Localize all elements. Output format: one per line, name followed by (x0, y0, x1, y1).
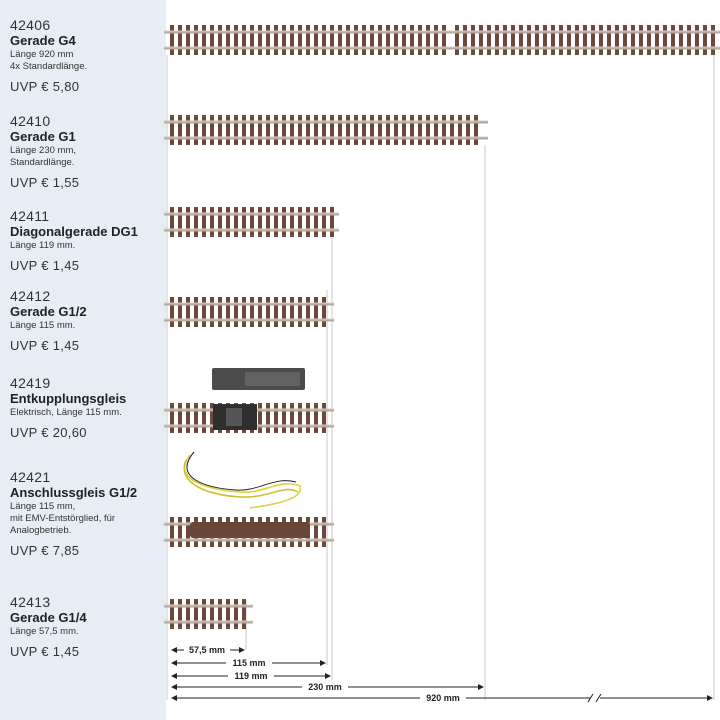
sleeper (314, 297, 318, 327)
sleeper (170, 599, 174, 629)
sleeper (394, 115, 398, 145)
track-42413 (164, 599, 253, 629)
sleeper (623, 25, 627, 55)
sleeper (402, 115, 406, 145)
sleeper (314, 25, 318, 55)
sleeper (218, 207, 222, 237)
sleeper (218, 297, 222, 327)
sleeper (250, 297, 254, 327)
sleeper (330, 115, 334, 145)
sleeper (298, 297, 302, 327)
sleeper (266, 115, 270, 145)
product-price: UVP € 20,60 (10, 425, 87, 440)
sleeper (266, 403, 270, 433)
track-42411 (164, 207, 339, 237)
sleeper (314, 517, 318, 547)
sleeper (442, 25, 446, 55)
sleeper (306, 25, 310, 55)
sleeper (242, 207, 246, 237)
sleeper (178, 599, 182, 629)
sleeper (194, 207, 198, 237)
sleeper (330, 25, 334, 55)
sleeper (186, 115, 190, 145)
sleeper (322, 207, 326, 237)
article-number: 42421 (10, 469, 51, 485)
product-name: Gerade G1/4 (10, 610, 87, 625)
sleeper (631, 25, 635, 55)
sleeper (250, 207, 254, 237)
sleeper (543, 25, 547, 55)
sleeper (290, 115, 294, 145)
sleeper (242, 599, 246, 629)
track-42406-b (449, 25, 720, 55)
sleeper (210, 599, 214, 629)
sleeper (178, 115, 182, 145)
sleeper (607, 25, 611, 55)
sleeper (282, 25, 286, 55)
sleeper (519, 25, 523, 55)
sleeper (202, 207, 206, 237)
article-number: 42406 (10, 17, 51, 33)
sleeper (250, 25, 254, 55)
sleeper (186, 207, 190, 237)
sleeper (226, 115, 230, 145)
product-price: UVP € 1,45 (10, 258, 80, 273)
article-number: 42413 (10, 594, 51, 610)
sleeper (210, 207, 214, 237)
product-name: Diagonalgerade DG1 (10, 224, 138, 239)
dim-label-57-5: 57,5 mm (188, 645, 226, 655)
sleeper (210, 115, 214, 145)
sleeper (274, 25, 278, 55)
sleeper (186, 403, 190, 433)
description-line: mit EMV-Entstörglied, für (10, 513, 116, 524)
sleeper (378, 115, 382, 145)
sleeper (370, 25, 374, 55)
sleeper (298, 403, 302, 433)
sleeper (330, 207, 334, 237)
sleeper (306, 297, 310, 327)
sleeper (463, 25, 467, 55)
sleeper (615, 25, 619, 55)
sleeper (194, 403, 198, 433)
sleeper (314, 115, 318, 145)
sleeper (178, 517, 182, 547)
product-price: UVP € 5,80 (10, 79, 80, 94)
sleeper (266, 207, 270, 237)
sleeper (250, 115, 254, 145)
product-price: UVP € 1,55 (10, 175, 80, 190)
sleeper (282, 207, 286, 237)
article-number: 42410 (10, 113, 51, 129)
sleeper (194, 599, 198, 629)
description-line: Länge 920 mm (10, 49, 74, 60)
sleeper (535, 25, 539, 55)
description-line: Länge 115 mm, (10, 501, 76, 512)
sleeper (186, 599, 190, 629)
sleeper (695, 25, 699, 55)
sleeper (234, 599, 238, 629)
description-line: Analogbetrieb. (10, 525, 72, 536)
connection-wires (184, 452, 300, 508)
sleeper (258, 115, 262, 145)
dim-label-920: 920 mm (426, 693, 460, 703)
sleeper (471, 25, 475, 55)
sleeper (434, 25, 438, 55)
sleeper (639, 25, 643, 55)
product-name: Gerade G1/2 (10, 304, 87, 319)
sleeper (306, 403, 310, 433)
sleeper (410, 115, 414, 145)
sleeper (599, 25, 603, 55)
product-name: Gerade G1 (10, 129, 76, 144)
sleeper (194, 25, 198, 55)
sleeper (194, 297, 198, 327)
sleeper (170, 297, 174, 327)
sleeper (575, 25, 579, 55)
sleeper (322, 297, 326, 327)
sleeper (242, 297, 246, 327)
description-line: Länge 119 mm. (10, 240, 76, 251)
description-line: 4x Standardlänge. (10, 61, 88, 72)
dimension-labels (184, 644, 466, 703)
uncoupler-cover (245, 372, 300, 386)
sleeper (234, 297, 238, 327)
sleeper (178, 25, 182, 55)
sleeper (362, 115, 366, 145)
sleeper (426, 25, 430, 55)
sleeper (226, 25, 230, 55)
sleeper (567, 25, 571, 55)
sleeper (338, 115, 342, 145)
description-line: Standardlänge. (10, 157, 75, 168)
sleeper (290, 297, 294, 327)
sleeper (298, 25, 302, 55)
dim-label-230: 230 mm (308, 682, 342, 692)
sleeper (202, 297, 206, 327)
product-name: Anschlussgleis G1/2 (10, 485, 138, 500)
sleeper (170, 115, 174, 145)
sleeper (410, 25, 414, 55)
sleeper (242, 25, 246, 55)
description-line: Länge 115 mm. (10, 320, 76, 331)
sleeper (354, 25, 358, 55)
article-number: 42419 (10, 375, 51, 391)
sleeper (458, 115, 462, 145)
sleeper (298, 207, 302, 237)
sleeper (202, 25, 206, 55)
sleeper (202, 599, 206, 629)
sleeper (679, 25, 683, 55)
uncoupler-core (226, 408, 242, 426)
sleeper (487, 25, 491, 55)
sleeper (647, 25, 651, 55)
product-price: UVP € 1,45 (10, 644, 80, 659)
sleeper (322, 25, 326, 55)
sleeper (378, 25, 382, 55)
sleeper (663, 25, 667, 55)
sleeper (234, 115, 238, 145)
article-number: 42412 (10, 288, 51, 304)
sleeper (703, 25, 707, 55)
product-name: Gerade G4 (10, 33, 76, 48)
sleeper (234, 207, 238, 237)
product-price: UVP € 1,45 (10, 338, 80, 353)
sleeper (466, 115, 470, 145)
article-number: 42411 (10, 208, 50, 224)
sleeper (338, 25, 342, 55)
sleeper (583, 25, 587, 55)
sleeper (394, 25, 398, 55)
sleeper (202, 403, 206, 433)
sleeper (242, 115, 246, 145)
sleeper (306, 115, 310, 145)
sleeper (306, 207, 310, 237)
sleeper (655, 25, 659, 55)
sleeper (434, 115, 438, 145)
sleeper (298, 115, 302, 145)
sleeper (354, 115, 358, 145)
sleeper (186, 517, 190, 547)
description-line: Elektrisch, Länge 115 mm. (10, 407, 122, 418)
sleeper (218, 115, 222, 145)
dim-label-119: 119 mm (234, 671, 268, 681)
sleeper (282, 403, 286, 433)
sleeper (178, 297, 182, 327)
sleeper (210, 25, 214, 55)
sleeper (418, 115, 422, 145)
sleeper (226, 297, 230, 327)
sleeper (455, 25, 459, 55)
sleeper (170, 25, 174, 55)
sleeper (559, 25, 563, 55)
sleeper (503, 25, 507, 55)
sleeper (711, 25, 715, 55)
sleeper (178, 207, 182, 237)
sleeper (258, 25, 262, 55)
sleeper (370, 115, 374, 145)
sleeper (266, 297, 270, 327)
sleeper (290, 25, 294, 55)
sleeper (426, 115, 430, 145)
sleeper (274, 207, 278, 237)
track-42412 (164, 297, 334, 327)
sleeper (314, 403, 318, 433)
sleeper (671, 25, 675, 55)
sleeper (274, 297, 278, 327)
sleeper (290, 207, 294, 237)
emv-suppressor (190, 522, 310, 538)
sleeper (258, 403, 262, 433)
description-line: Länge 57,5 mm. (10, 626, 79, 637)
sleeper (274, 115, 278, 145)
sleeper (290, 403, 294, 433)
sleeper (386, 115, 390, 145)
product-price: UVP € 7,85 (10, 543, 80, 558)
sleeper (258, 297, 262, 327)
sleeper (479, 25, 483, 55)
sleeper (282, 297, 286, 327)
sleeper (402, 25, 406, 55)
sleeper (226, 207, 230, 237)
sleeper (687, 25, 691, 55)
sleeper (495, 25, 499, 55)
track-42406-a (164, 25, 458, 55)
sleeper (178, 403, 182, 433)
description-line: Länge 230 mm, (10, 145, 77, 156)
sleeper (218, 599, 222, 629)
sleeper (186, 297, 190, 327)
sleeper (322, 115, 326, 145)
sleeper (194, 115, 198, 145)
sleeper (450, 115, 454, 145)
sleeper (474, 115, 478, 145)
sleeper (170, 517, 174, 547)
track-group (164, 25, 720, 629)
sleeper (362, 25, 366, 55)
sleeper (551, 25, 555, 55)
sleeper (266, 25, 270, 55)
sleeper (418, 25, 422, 55)
sleeper (234, 25, 238, 55)
sleeper (170, 207, 174, 237)
sleeper (282, 115, 286, 145)
dim-label-115: 115 mm (232, 658, 266, 668)
sleeper (258, 207, 262, 237)
sleeper (591, 25, 595, 55)
sleeper (346, 25, 350, 55)
track-42410 (164, 115, 488, 145)
sleeper (511, 25, 515, 55)
sleeper (386, 25, 390, 55)
sleeper (218, 25, 222, 55)
sleeper (322, 403, 326, 433)
sleeper (527, 25, 531, 55)
sleeper (226, 599, 230, 629)
sleeper (442, 115, 446, 145)
yellow-wire (185, 455, 301, 508)
sleeper (274, 403, 278, 433)
sleeper (322, 517, 326, 547)
sleeper (170, 403, 174, 433)
product-name: Entkupplungsgleis (10, 391, 127, 406)
sleeper (314, 207, 318, 237)
sleeper (202, 115, 206, 145)
sleeper (346, 115, 350, 145)
sleeper (186, 25, 190, 55)
sleeper (210, 297, 214, 327)
